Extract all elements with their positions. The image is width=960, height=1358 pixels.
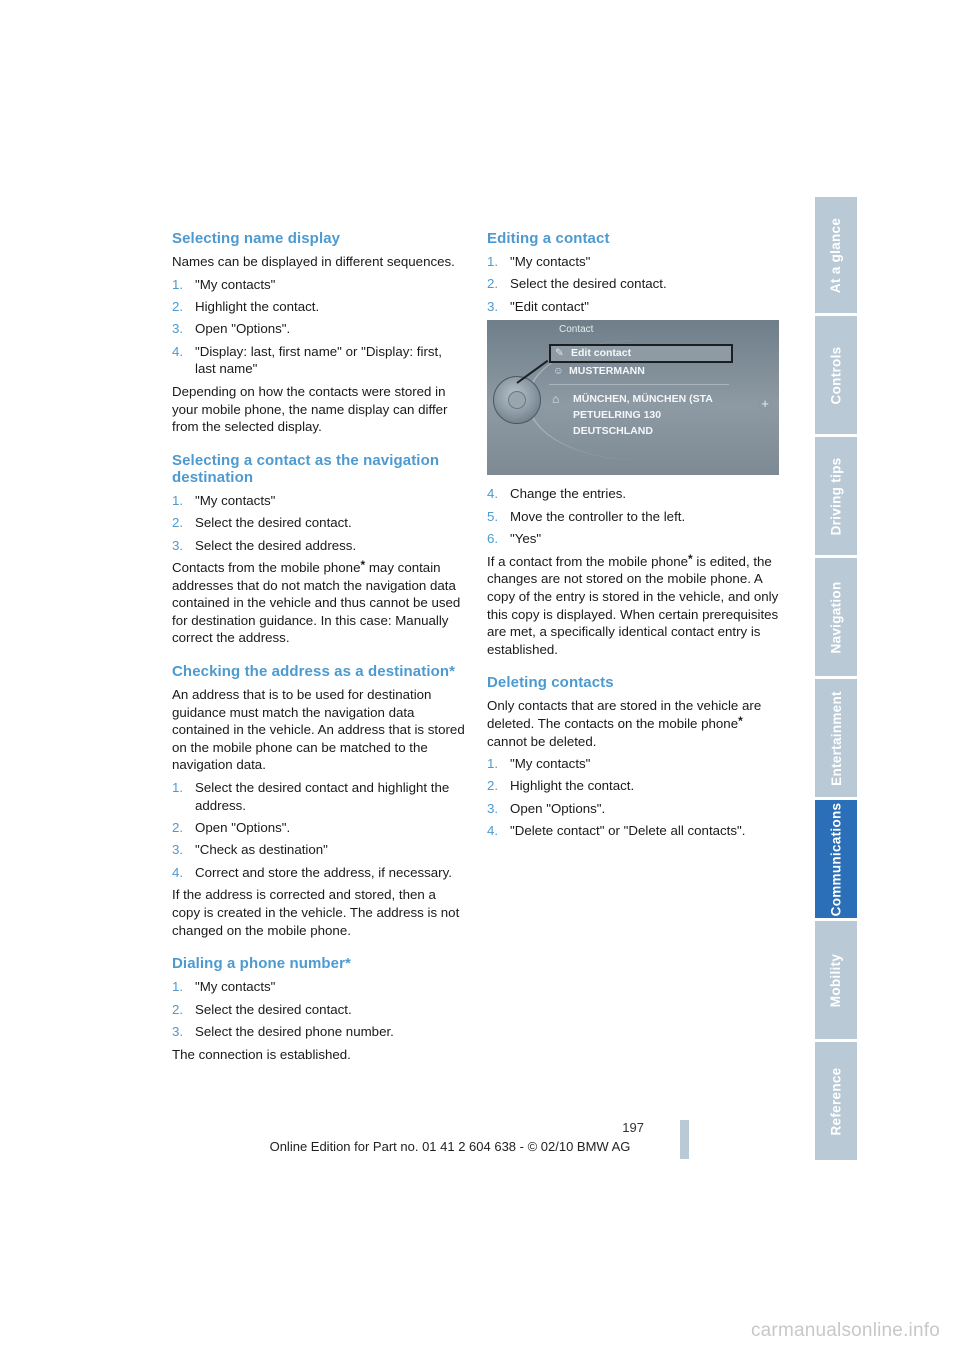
list-item: 1. "My contacts" [487, 756, 591, 772]
page-marker [680, 1120, 689, 1159]
list-item: 2. Select the desired contact. [172, 1001, 352, 1017]
steps-list [487, 253, 781, 315]
idrive-screenshot [487, 320, 779, 475]
person-icon: ☺ [553, 365, 564, 378]
tab-driving-tips[interactable]: Driving tips [815, 437, 857, 555]
contact-name-row[interactable]: ☺ MUSTERMANN [549, 363, 735, 380]
list-item: 1. "My contacts" [487, 254, 591, 269]
paragraph: Only contacts that are stored in the vehicle are deleted. The contacts on the mobile phone* cannot be deleted. [487, 698, 762, 749]
list-item: 3. "Edit contact" [487, 298, 589, 314]
section-delete-contacts [487, 674, 781, 840]
list-item: 1. "My contacts" [172, 979, 276, 995]
heading-dial-number: Dialing a phone number* [172, 955, 351, 973]
tab-reference[interactable]: Reference [815, 1042, 857, 1160]
list-item: 3. Open "Options". [487, 800, 606, 816]
heading-name-display: Selecting name display [172, 230, 341, 247]
address-line: DEUTSCHLAND [573, 425, 653, 438]
list-item: 4. "Display: last, first name" or "Display: first, last name" [172, 343, 442, 377]
list-item: 2. Select the desired contact. [487, 276, 667, 292]
list-item: 3. Select the desired phone number. [172, 1023, 394, 1039]
list-item: 1. "My contacts" [172, 276, 276, 292]
section-check-address [172, 663, 466, 939]
heading-navigation-destination: Selecting a contact as the navigation destination [172, 451, 440, 486]
section-navigation-destination [172, 452, 466, 647]
list-item: 2. Open "Options". [172, 820, 291, 836]
paragraph: Depending on how the contacts were stored in your mobile phone, the name display can differ from the selected display. [172, 383, 448, 435]
tab-communications[interactable]: Communications [815, 800, 857, 918]
paragraph: If a contact from the mobile phone* is edited, the changes are not stored on the mobile phone. A copy of the entry is stored in the vehicle, and only this copy is displayed. When certain prerequisites are met, a specifically identical contact entry is established. [487, 551, 779, 657]
steps-list [172, 276, 466, 378]
asterisk-icon: * [360, 558, 366, 573]
screen-title: Contact [559, 324, 594, 336]
list-item: 1. Select the desired contact and highlight the address. [172, 780, 450, 813]
paragraph: Contacts from the mobile phone* may contain addresses that do not match the navigation data contained in the vehicle and thus cannot be used for destination guidance. In this case: Manually correct the address. [172, 558, 461, 646]
asterisk-icon: * [688, 551, 693, 566]
address-line[interactable]: MÜNCHEN, MÜNCHEN (STA [573, 393, 713, 406]
list-item: 5. Move the controller to the left. [487, 508, 686, 524]
footer-text: Online Edition for Part no. 01 41 2 604 638 - © 02/10 BMW AG [269, 1139, 631, 1154]
heading-edit-contact: Editing a contact [487, 230, 610, 247]
steps-list [487, 485, 781, 547]
tab-at-a-glance[interactable]: At a glance [815, 197, 857, 313]
list-item: 3. "Check as destination" [172, 842, 328, 858]
section-dial-number [172, 955, 466, 1063]
heading-check-address: Checking the address as a destination* [172, 663, 456, 681]
watermark: carmanualsonline.info [750, 1320, 940, 1341]
tab-controls[interactable]: Controls [815, 316, 857, 434]
paragraph: An address that is to be used for destination guidance must match the navigation data contained in the vehicle. An address that is stored on the mobile phone can be matched to the navigation data. [172, 687, 465, 773]
list-item: 4. Change the entries. [487, 486, 627, 502]
pencil-icon: ✎ [555, 347, 564, 360]
list-item: 3. Open "Options". [172, 321, 291, 337]
list-item: 2. Select the desired contact. [172, 515, 352, 531]
tab-entertainment[interactable]: Entertainment [815, 679, 857, 797]
heading-delete-contacts: Deleting contacts [487, 674, 614, 692]
list-item: 1. "My contacts" [172, 492, 276, 508]
tab-navigation[interactable]: Navigation [815, 558, 857, 676]
chapter-tabs [815, 197, 857, 1160]
tab-mobility[interactable]: Mobility [815, 921, 857, 1039]
paragraph: Names can be displayed in different sequences. [172, 254, 455, 269]
divider [549, 384, 729, 385]
list-item: 4. Correct and store the address, if necessary. [172, 864, 452, 880]
list-item: 3. Select the desired address. [172, 537, 357, 553]
page-number: 197 [622, 1120, 644, 1135]
paragraph: The connection is established. [172, 1046, 351, 1062]
steps-list [487, 755, 781, 840]
section-name-display [172, 230, 466, 436]
list-item: 6. "Yes" [487, 531, 542, 547]
list-item: 2. Highlight the contact. [487, 778, 635, 794]
section-edit-contact [487, 230, 781, 658]
list-item: 2. Highlight the contact. [172, 298, 320, 314]
steps-list [172, 978, 466, 1040]
list-item: 4. "Delete contact" or "Delete all contacts". [487, 823, 746, 839]
right-column [487, 230, 781, 856]
address-book-icon: ⌂ [552, 392, 560, 407]
asterisk-icon: * [738, 713, 743, 728]
left-column [172, 230, 466, 1079]
paragraph: If the address is corrected and stored, then a copy is created in the vehicle. The address is not changed on the mobile phone. [172, 887, 460, 938]
steps-list [172, 492, 466, 554]
menu-item-edit-contact[interactable]: ✎ Edit contact [549, 344, 733, 363]
address-line: PETUELRING 130 [573, 409, 662, 422]
steps-list [172, 779, 466, 881]
plus-icon: + [757, 396, 773, 412]
